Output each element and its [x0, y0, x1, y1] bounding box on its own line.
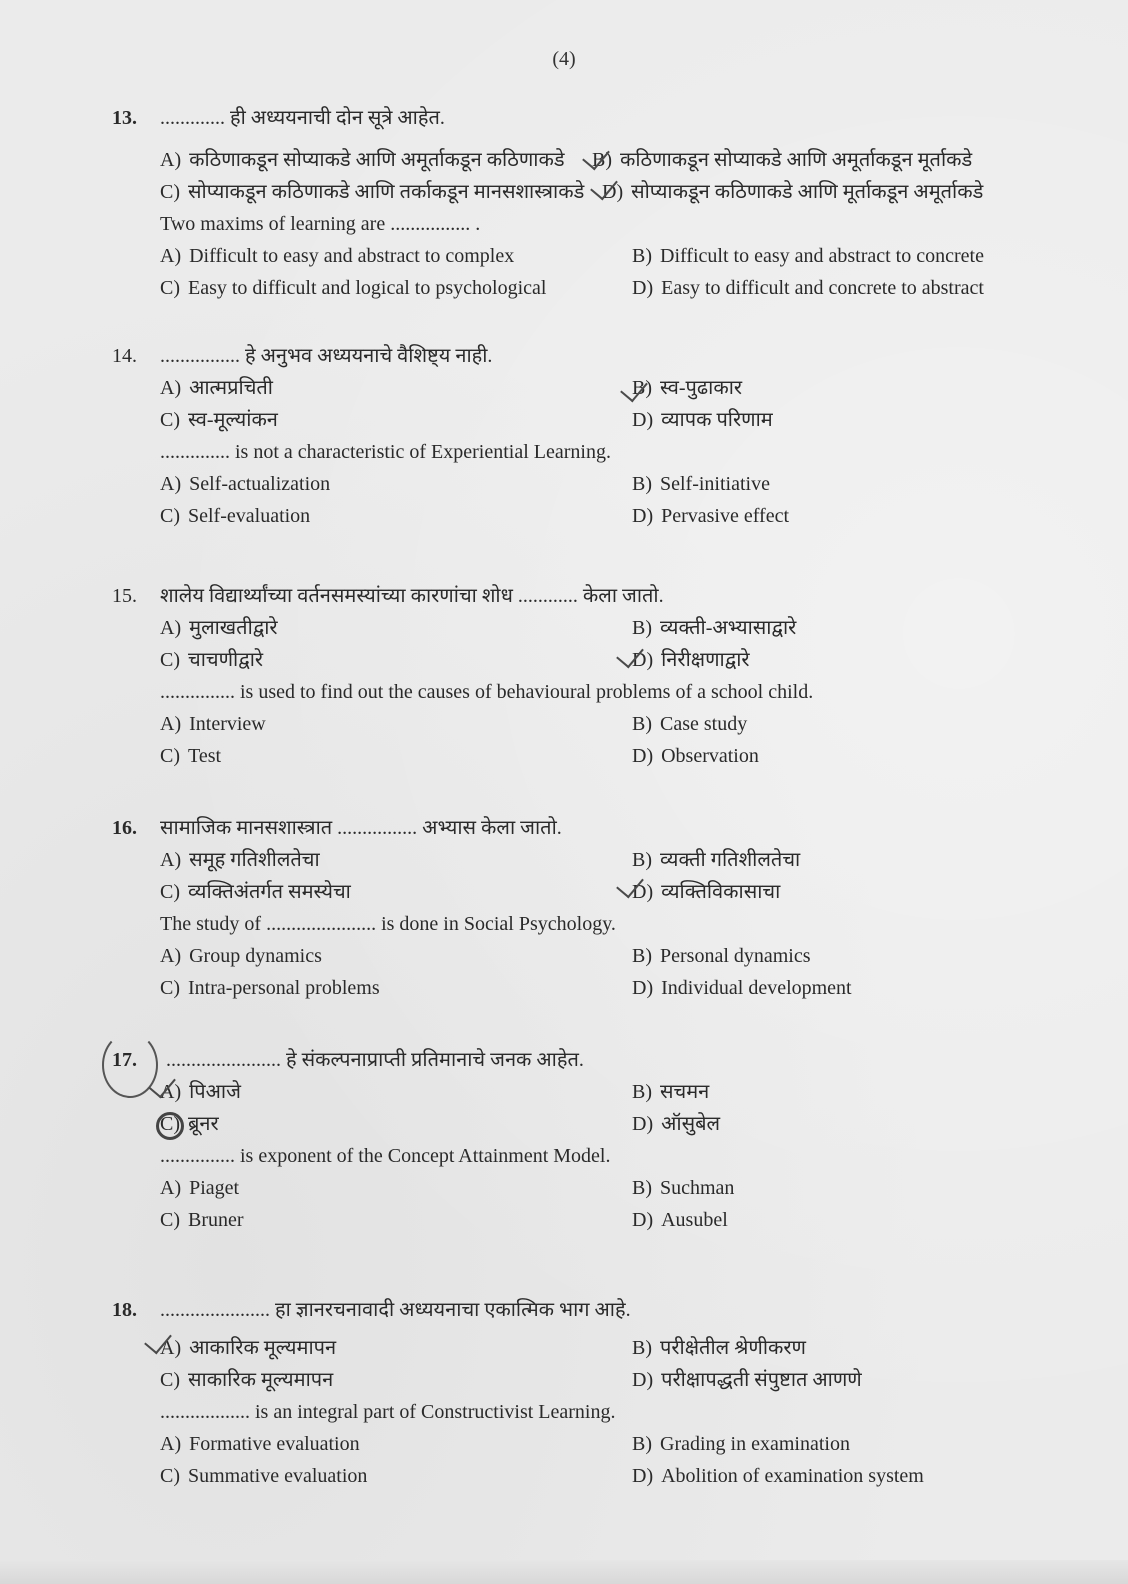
- option-a-marathi: A) पिआजे: [160, 1081, 241, 1103]
- option-b-marathi: B) कठिणाकडून सोप्याकडे आणि अमूर्ताकडून मूर्ताकडे: [592, 149, 973, 171]
- option-b-english: B) Grading in examination: [632, 1433, 850, 1455]
- question-number: 17.: [112, 1049, 137, 1071]
- option-d-marathi: D) सोप्याकडून कठिणाकडे आणि मूर्ताकडून अमूर्ताकडे: [602, 181, 984, 203]
- option-d-marathi: D) निरीक्षणाद्वारे: [632, 649, 750, 671]
- option-a-marathi: A) समूह गतिशीलतेचा: [160, 849, 320, 871]
- option-b-marathi: B) परीक्षेतील श्रेणीकरण: [632, 1337, 806, 1359]
- option-c-marathi: C) चाचणीद्वारे: [160, 649, 264, 671]
- option-a-marathi: A) आकारिक मूल्यमापन: [160, 1337, 337, 1359]
- option-a-marathi: A) कठिणाकडून सोप्याकडे आणि अमूर्ताकडून कठिणाकडे: [160, 149, 565, 171]
- option-b-english: B) Suchman: [632, 1177, 735, 1199]
- page-bottom-edge: [0, 1560, 1128, 1584]
- question-number: 13.: [112, 107, 137, 129]
- option-c-marathi: C) व्यक्तिअंतर्गत समस्येचा: [160, 881, 351, 903]
- question-stem-marathi: ................ हे अनुभव अध्ययनाचे वैशिष्ट्य नाही.: [160, 345, 493, 367]
- option-d-english: D) Easy to difficult and concrete to abstract: [632, 277, 984, 299]
- option-d-marathi: D) ऑसुबेल: [632, 1113, 721, 1135]
- option-a-marathi: A) मुलाखतीद्वारे: [160, 617, 278, 639]
- option-b-english: B) Case study: [632, 713, 748, 735]
- option-d-marathi: D) व्यक्तिविकासाचा: [632, 881, 781, 903]
- question-stem-english: .............. is not a characteristic of Experiential Learning.: [160, 441, 611, 463]
- question-number: 16.: [112, 817, 137, 839]
- option-b-marathi: B) स्व-पुढाकार: [632, 377, 743, 399]
- option-d-marathi: D) परीक्षापद्धती संपुष्टात आणणे: [632, 1369, 862, 1391]
- option-c-english: C) Test: [160, 745, 222, 767]
- option-d-marathi: D) व्यापक परिणाम: [632, 409, 773, 431]
- question-number: 18.: [112, 1299, 137, 1321]
- question-15: [112, 580, 1072, 772]
- option-a-english: A) Group dynamics: [160, 945, 322, 967]
- option-b-marathi: B) व्यक्ती-अभ्यासाद्वारे: [632, 617, 797, 639]
- option-d-english: D) Individual development: [632, 977, 852, 999]
- option-b-marathi: B) व्यक्ती गतिशीलतेचा: [632, 849, 801, 871]
- option-c-english: C) Easy to difficult and logical to psychological: [160, 277, 547, 299]
- question-stem-english: .................. is an integral part of Constructivist Learning.: [160, 1401, 616, 1423]
- option-c-english: C) Summative evaluation: [160, 1465, 368, 1487]
- option-c-english: C) Intra-personal problems: [160, 977, 380, 999]
- question-stem-marathi: ............. ही अध्ययनाची दोन सूत्रे आहेत.: [160, 107, 445, 129]
- question-number: 14.: [112, 345, 137, 367]
- option-c-marathi: C) ब्रूनर: [160, 1113, 219, 1135]
- option-a-english: A) Self-actualization: [160, 473, 331, 495]
- question-number: 15.: [112, 585, 137, 607]
- question-stem-marathi: ...................... हा ज्ञानरचनावादी अध्ययनाचा एकात्मिक भाग आहे.: [160, 1299, 631, 1321]
- question-stem-marathi: ....................... हे संकल्पनाप्राप्ती प्रतिमानाचे जनक आहेत.: [166, 1049, 584, 1071]
- pencil-circle-icon: [156, 1112, 184, 1140]
- option-c-marathi: C) स्व-मूल्यांकन: [160, 409, 278, 431]
- page-number: (4): [552, 48, 576, 70]
- option-a-english: A) Interview: [160, 713, 266, 735]
- option-b-marathi: B) सचमन: [632, 1081, 710, 1103]
- question-16: [112, 812, 1072, 1004]
- option-d-english: D) Ausubel: [632, 1209, 728, 1231]
- option-a-english: A) Difficult to easy and abstract to complex: [160, 245, 515, 267]
- question-13: [112, 102, 1072, 304]
- question-stem-english: Two maxims of learning are ................ .: [160, 213, 481, 235]
- option-d-english: D) Observation: [632, 745, 759, 767]
- option-c-english: C) Bruner: [160, 1209, 244, 1231]
- option-a-english: A) Formative evaluation: [160, 1433, 360, 1455]
- question-stem-marathi: शालेय विद्यार्थ्यांच्या वर्तनसमस्यांच्या कारणांचा शोध ............ केला जातो.: [160, 585, 664, 607]
- option-c-marathi: C) सोप्याकडून कठिणाकडे आणि तर्काकडून मानसशास्त्राकडे: [160, 181, 585, 203]
- option-b-english: B) Personal dynamics: [632, 945, 811, 967]
- option-a-marathi: A) आत्मप्रचिती: [160, 377, 273, 399]
- option-d-english: D) Pervasive effect: [632, 505, 790, 527]
- option-c-english: C) Self-evaluation: [160, 505, 311, 527]
- question-14: [112, 340, 1072, 532]
- question-stem-marathi: सामाजिक मानसशास्त्रात ................ अभ्यास केला जातो.: [160, 817, 562, 839]
- question-stem-english: ............... is used to find out the causes of behavioural problems of a school child.: [160, 681, 814, 703]
- option-d-english: D) Abolition of examination system: [632, 1465, 924, 1487]
- question-18: [112, 1294, 1072, 1492]
- question-stem-english: ............... is exponent of the Concept Attainment Model.: [160, 1145, 611, 1167]
- option-b-english: B) Difficult to easy and abstract to concrete: [632, 245, 984, 267]
- option-c-marathi: C) साकारिक मूल्यमापन: [160, 1369, 334, 1391]
- question-17: [112, 1044, 1072, 1236]
- question-stem-english: The study of ...................... is done in Social Psychology.: [160, 913, 616, 935]
- option-a-english: A) Piaget: [160, 1177, 240, 1199]
- option-b-english: B) Self-initiative: [632, 473, 770, 495]
